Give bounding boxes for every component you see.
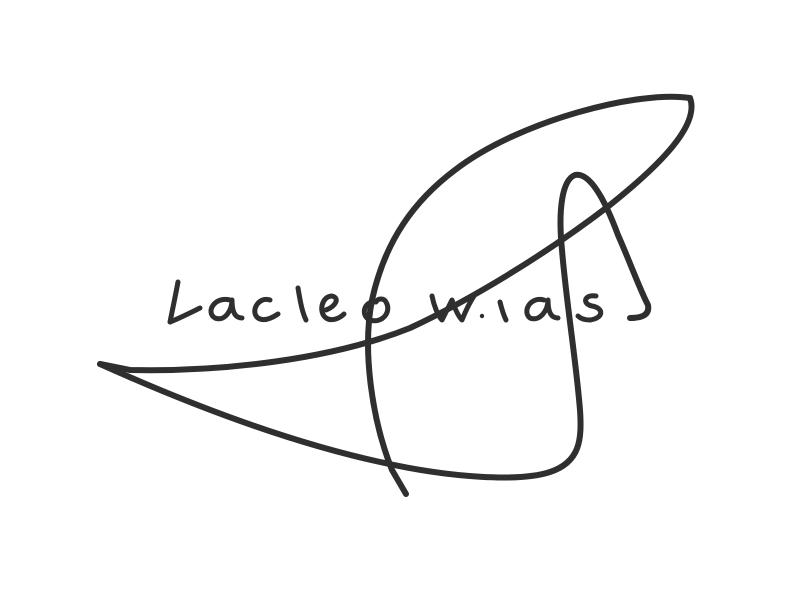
- letter-e: [322, 296, 344, 320]
- letter-L: [170, 282, 200, 322]
- letter-i: [500, 302, 506, 320]
- letter-c: [255, 299, 278, 319]
- letter-s: [578, 296, 601, 320]
- letter-l: [298, 288, 306, 320]
- signature-bottom-curve: [100, 175, 648, 478]
- letter-a: [211, 299, 242, 318]
- letter-a2: [527, 299, 558, 318]
- ink-dot: [480, 314, 484, 318]
